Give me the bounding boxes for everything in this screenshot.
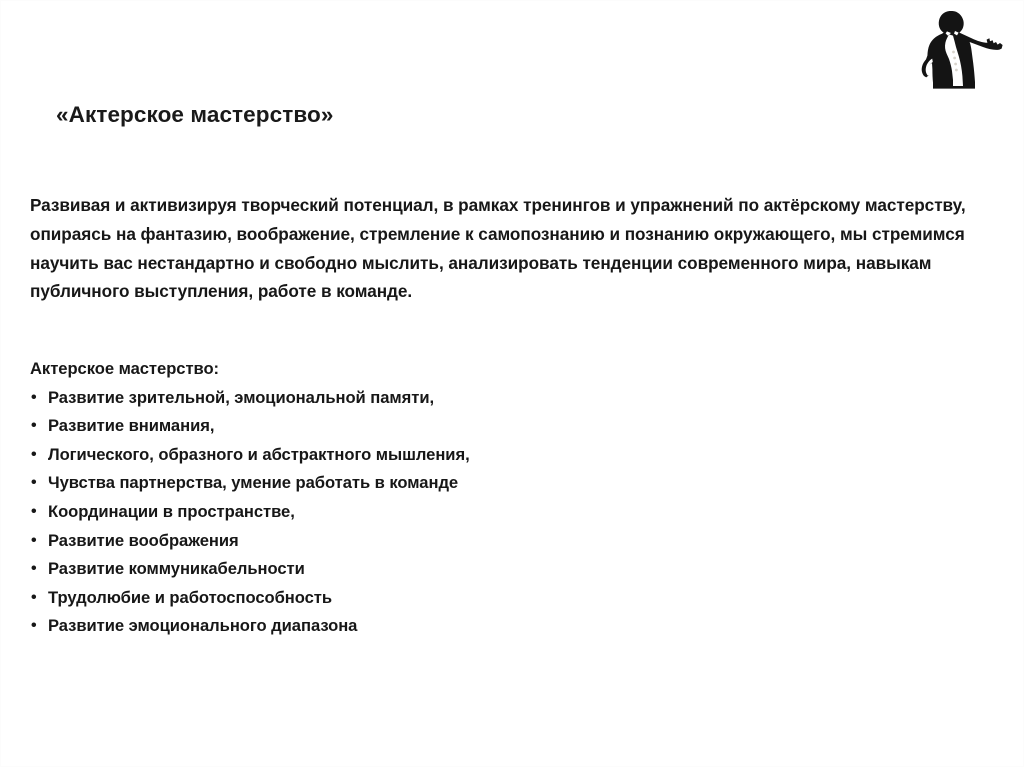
bullet-icon: • xyxy=(31,445,37,463)
intro-paragraph: Развивая и активизируя творческий потенциал, в рамках тренингов и упражнений по актёрскому мастерству, опираясь на фантазию, воображение, стремление к самопознанию и познанию окружающего, мы стремимся научить вас нестандартно и свободно мыслить, анализировать тенденции современного мира, навыкам публичного выступления, работе в команде. xyxy=(30,195,966,302)
bullet-icon: • xyxy=(31,531,37,549)
list-item-label: Развитие эмоционального диапазона xyxy=(48,616,358,636)
bullet-icon: • xyxy=(31,474,37,492)
list-item-label: Координации в пространстве, xyxy=(48,501,295,521)
list-item xyxy=(30,384,730,413)
actor-silhouette-icon xyxy=(913,6,1013,94)
skills-list-heading: Актерское мастерство: xyxy=(30,359,220,378)
bullet-icon: • xyxy=(31,388,37,406)
list-item-label: Логического, образного и абстрактного мышления, xyxy=(48,444,470,464)
bullet-icon: • xyxy=(31,588,37,606)
bullet-icon: • xyxy=(31,560,37,578)
list-item xyxy=(30,527,730,556)
list-item xyxy=(30,612,730,641)
skills-section xyxy=(30,355,730,641)
list-item-label: Развитие воображения xyxy=(48,530,239,550)
list-item-label: Трудолюбие и работоспособность xyxy=(48,587,333,607)
list-item xyxy=(30,469,730,498)
list-item-label: Развитие зрительной, эмоциональной памяти, xyxy=(48,387,435,407)
list-item xyxy=(30,412,730,441)
list-item-label: Чувства партнерства, умение работать в команде xyxy=(48,473,459,493)
list-item xyxy=(30,441,730,470)
page-title: «Актерское мастерство» xyxy=(56,102,334,127)
list-item-label: Развитие внимания, xyxy=(48,416,215,436)
list-item xyxy=(30,584,730,613)
bullet-icon: • xyxy=(31,502,37,520)
bullet-icon: • xyxy=(31,417,37,435)
bullet-icon: • xyxy=(31,617,37,635)
list-item-label: Развитие коммуникабельности xyxy=(48,559,305,579)
list-item xyxy=(30,498,730,527)
skills-bullet-list xyxy=(30,384,730,641)
list-item xyxy=(30,555,730,584)
